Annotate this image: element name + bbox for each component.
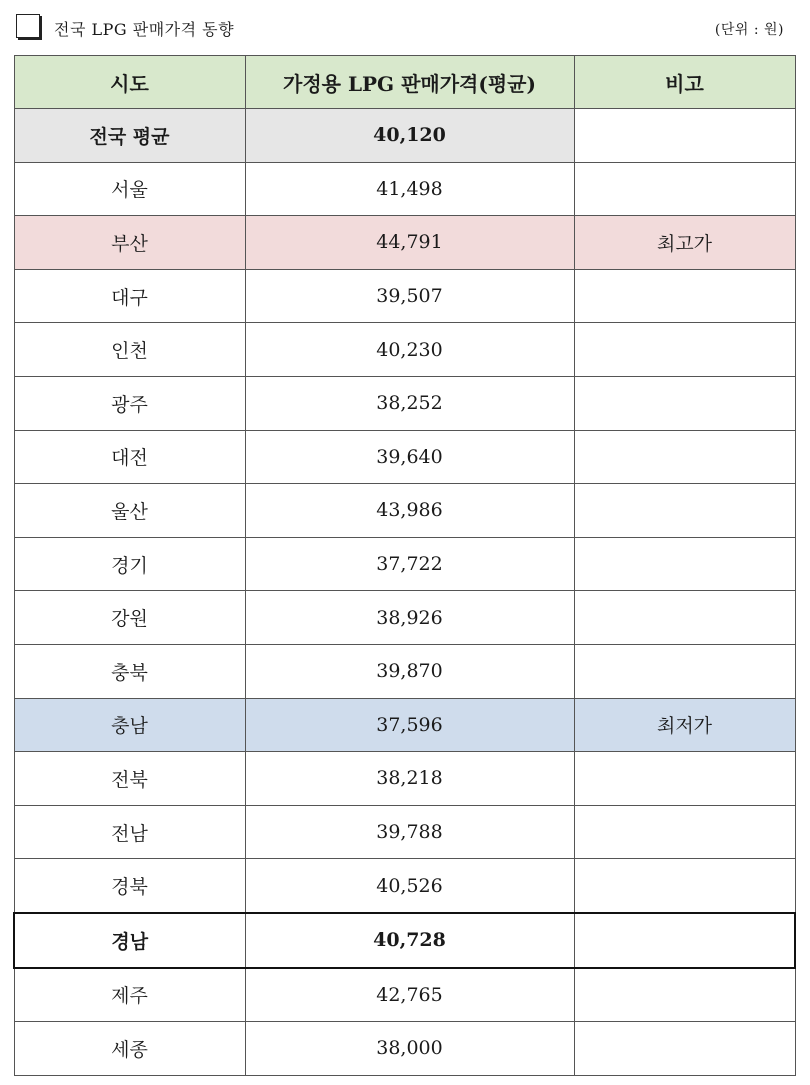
region-cell: 부산 [14, 216, 245, 270]
table-row [14, 484, 795, 538]
price-cell: 44,791 [245, 216, 574, 270]
price-cell: 40,526 [245, 859, 574, 913]
price-cell: 38,926 [245, 591, 574, 645]
lpg-price-table [13, 55, 796, 1076]
table-row [14, 537, 795, 591]
price-cell: 43,986 [245, 484, 574, 538]
table-row [14, 968, 795, 1022]
price-cell: 40,230 [245, 323, 574, 377]
region-cell: 광주 [14, 376, 245, 430]
note-cell [574, 376, 795, 430]
note-cell [574, 591, 795, 645]
table-row [14, 859, 795, 913]
region-cell: 충남 [14, 698, 245, 752]
table-row-highlighted [14, 913, 795, 968]
price-cell: 38,000 [245, 1022, 574, 1076]
note-cell [574, 913, 795, 968]
price-cell: 41,498 [245, 162, 574, 216]
table-row [14, 752, 795, 806]
price-cell: 39,640 [245, 430, 574, 484]
note-cell [574, 484, 795, 538]
region-cell: 경남 [14, 913, 245, 968]
region-cell: 서울 [14, 162, 245, 216]
note-cell [574, 109, 795, 163]
note-cell [574, 805, 795, 859]
region-cell: 대구 [14, 269, 245, 323]
document-header [16, 14, 792, 44]
note-cell [574, 752, 795, 806]
column-header-price: 가정용 LPG 판매가격(평균) [245, 56, 574, 109]
table-row [14, 323, 795, 377]
region-cell: 경북 [14, 859, 245, 913]
note-cell [574, 269, 795, 323]
table-row-highest [14, 216, 795, 270]
price-cell: 40,728 [245, 913, 574, 968]
unit-label: (단위 : 원) [714, 22, 784, 38]
note-cell [574, 1022, 795, 1076]
price-cell: 37,596 [245, 698, 574, 752]
note-cell [574, 859, 795, 913]
note-cell [574, 162, 795, 216]
table-row [14, 376, 795, 430]
column-header-region: 시도 [14, 56, 245, 109]
table-row-lowest [14, 698, 795, 752]
price-cell: 37,722 [245, 537, 574, 591]
region-cell: 세종 [14, 1022, 245, 1076]
table-row-national-average [14, 109, 795, 163]
region-cell: 제주 [14, 968, 245, 1022]
region-cell: 강원 [14, 591, 245, 645]
region-cell: 경기 [14, 537, 245, 591]
table-row [14, 644, 795, 698]
table-row [14, 269, 795, 323]
price-cell: 38,252 [245, 376, 574, 430]
note-cell [574, 323, 795, 377]
price-cell: 38,218 [245, 752, 574, 806]
region-cell: 울산 [14, 484, 245, 538]
note-cell [574, 537, 795, 591]
note-cell: 최저가 [574, 698, 795, 752]
column-header-note: 비고 [574, 56, 795, 109]
note-cell [574, 968, 795, 1022]
checkbox-bullet-icon [16, 14, 40, 38]
price-cell: 39,507 [245, 269, 574, 323]
note-cell [574, 644, 795, 698]
price-cell: 42,765 [245, 968, 574, 1022]
note-cell: 최고가 [574, 216, 795, 270]
document-title: 전국 LPG 판매가격 동향 [54, 20, 235, 39]
region-cell: 충북 [14, 644, 245, 698]
table-row [14, 591, 795, 645]
region-cell: 인천 [14, 323, 245, 377]
note-cell [574, 430, 795, 484]
region-cell: 전남 [14, 805, 245, 859]
price-cell: 40,120 [245, 109, 574, 163]
table-header-row [14, 56, 795, 109]
table-row [14, 805, 795, 859]
region-cell: 대전 [14, 430, 245, 484]
table-row [14, 162, 795, 216]
price-cell: 39,870 [245, 644, 574, 698]
price-cell: 39,788 [245, 805, 574, 859]
region-cell: 전국 평균 [14, 109, 245, 163]
region-cell: 전북 [14, 752, 245, 806]
table-row [14, 430, 795, 484]
table-row [14, 1022, 795, 1076]
